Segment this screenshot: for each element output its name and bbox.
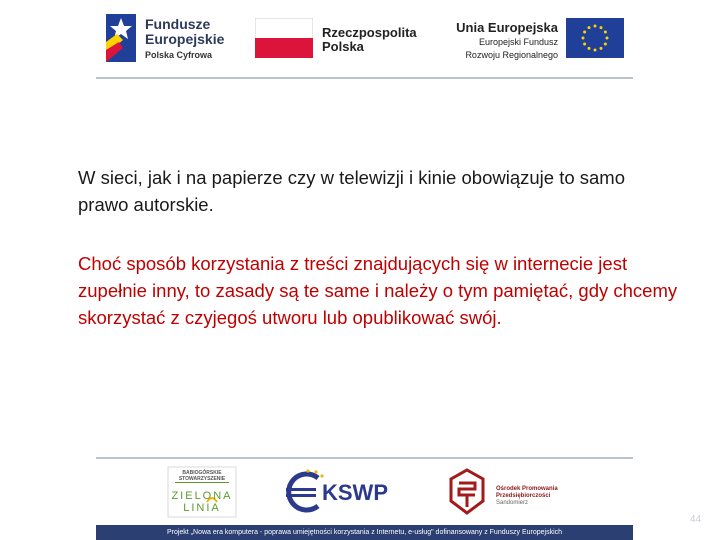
eu-star-icon — [600, 26, 603, 29]
eu-star-icon — [582, 37, 585, 40]
eu-star-icon — [606, 37, 609, 40]
eu-star-icon — [594, 49, 597, 52]
fundusze-line2: Europejskie — [145, 31, 225, 47]
unia-line3: Rozwoju Regionalnego — [465, 50, 558, 60]
paragraph-internet-rules: Choć sposób korzystania z treści znajdujących się w internecie jest zupełnie inny, to zasady są te same i należy o tym pamiętać, gdy chcemy skorzystać z czyjegoś utworu lub opublikować swój. — [78, 253, 678, 328]
footer-divider — [96, 457, 633, 459]
eu-star-icon — [604, 43, 607, 46]
fundusze-europejskie-text — [145, 17, 224, 63]
eu-star-icon — [588, 47, 591, 50]
osrodek-promowania-text — [496, 486, 558, 507]
rzeczpospolita-line1: Rzeczpospolita — [322, 25, 417, 40]
osrodek-promowania-logo-icon — [445, 467, 489, 517]
unia-europejska-text — [452, 20, 558, 61]
eu-star-icon — [588, 26, 591, 29]
osrodek-line2: Przedsiębiorczości — [496, 493, 551, 499]
project-footer-bar: Projekt „Nowa era komputera - poprawa umiejętności korzystania z Internetu, e-usług" dofinansowany z Funduszy Europejskich — [96, 525, 633, 540]
zielona-linia-top: BABIOGÓRSKIE STOWARZYSZENIE — [178, 470, 226, 482]
header-divider — [96, 77, 633, 79]
eu-star-icon — [600, 47, 603, 50]
fundusze-line3: Polska Cyfrowa — [145, 50, 213, 60]
page-number: 44 — [690, 514, 702, 525]
eu-star-icon — [583, 31, 586, 34]
fundusze-line1: Fundusze — [145, 16, 211, 32]
rzeczpospolita-line2: Polska — [322, 39, 364, 54]
rzeczpospolita-polska-text — [322, 26, 417, 54]
osrodek-line1: Ośrodek Promowania — [496, 486, 558, 492]
eu-star-icon — [604, 31, 607, 34]
osrodek-line3: Sandomierz — [496, 500, 529, 506]
kswp-text: KSWP — [322, 480, 388, 505]
eu-star-icon — [583, 43, 586, 46]
eu-star-icon — [594, 25, 597, 28]
zielona-linia-line2: LINIA — [183, 502, 221, 514]
zielona-linia-line1: ZIELONA — [171, 490, 233, 502]
paragraph-copyright-law: W sieci, jak i na papierze czy w telewizji i kinie obowiązuje to samo prawo autorskie. — [78, 167, 625, 215]
eu-flag-icon — [566, 18, 624, 58]
poland-flag-icon — [255, 18, 313, 58]
zielona-linia-text — [167, 490, 237, 514]
unia-line2: Europejski Fundusz — [478, 37, 558, 47]
unia-line1: Unia Europejska — [456, 20, 558, 35]
